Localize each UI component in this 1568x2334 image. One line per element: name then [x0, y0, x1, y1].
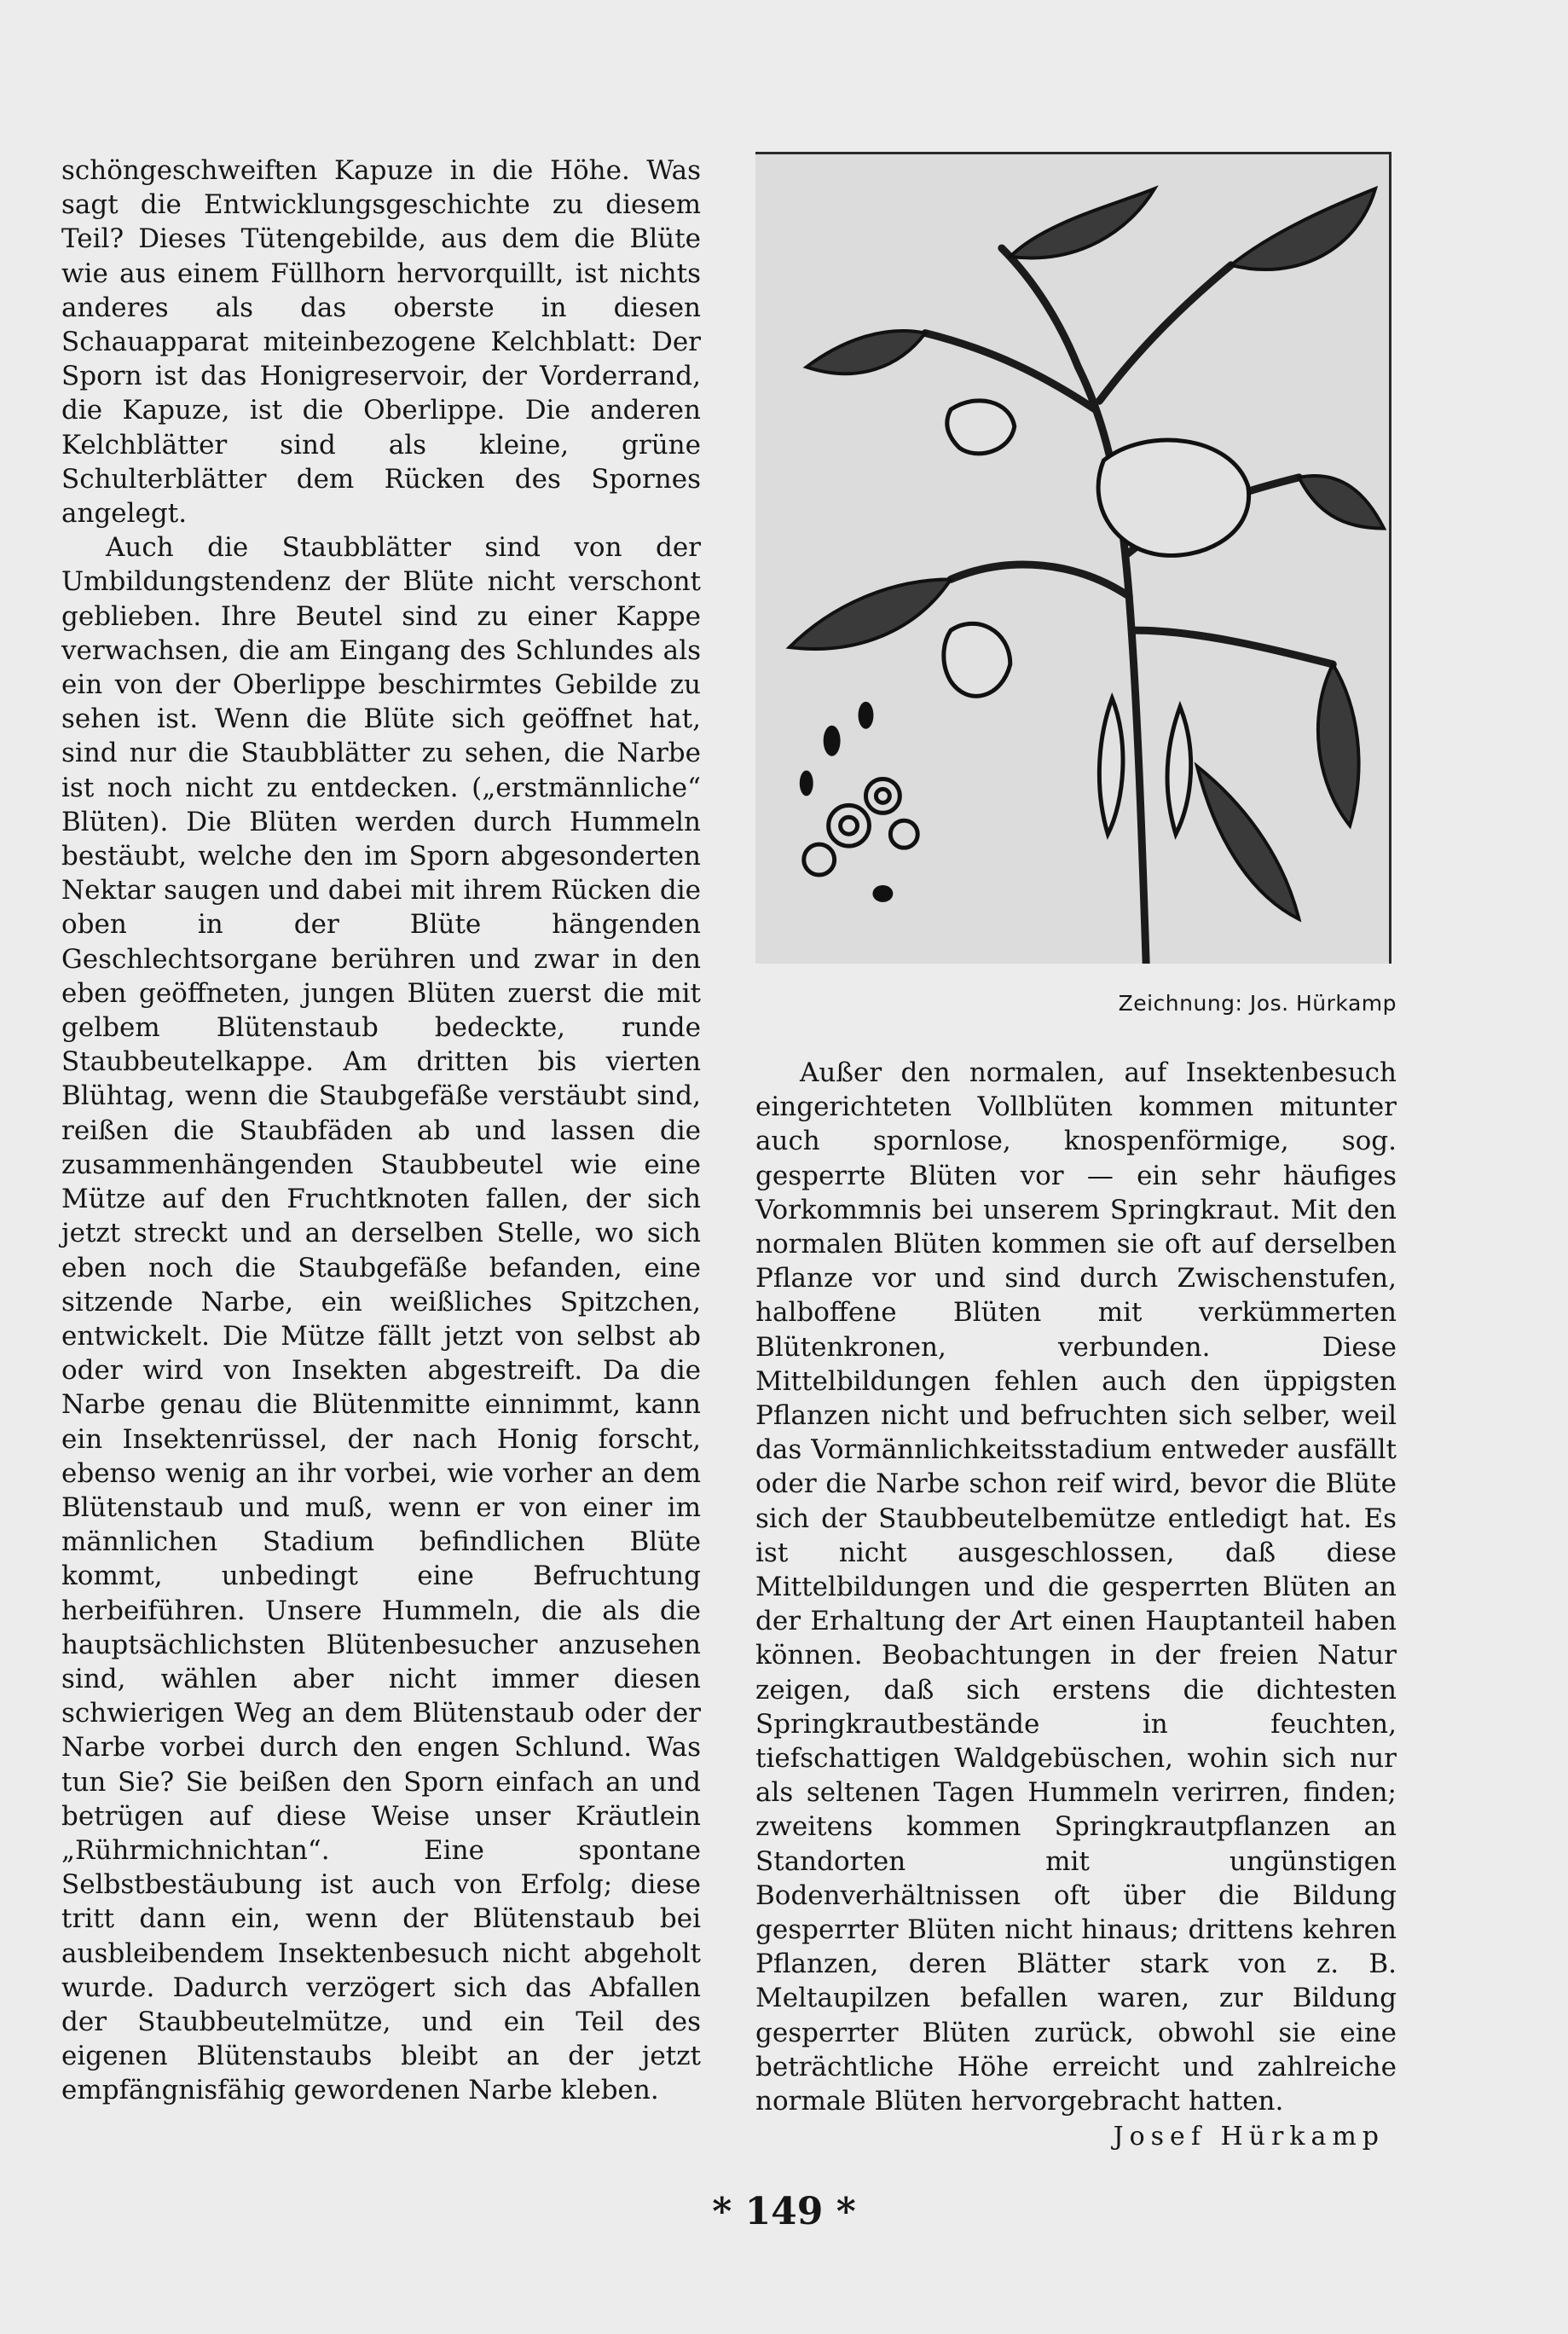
left-text-column — [61, 153, 701, 2108]
impatiens-plant-drawing — [755, 154, 1389, 964]
page-number: * 149 * — [712, 2190, 856, 2233]
plant-drawing-illustration — [755, 152, 1392, 964]
figure-caption: Zeichnung: Jos. Hürkamp — [1118, 991, 1397, 1016]
right-text-column — [755, 1056, 1397, 2118]
left-paragraph-2: Auch die Staubblätter sind von der Umbildungstendenz der Blüte nicht verschont geblieben. Ihre Beutel sind zu einer Kappe verwachsen, die am Eingang des Schlundes als ein von der Oberlippe beschirmtes Gebilde zu sehen ist. Wenn die Blüte sich geöffnet hat, sind nur die Staubblätter zu sehen, die Narbe ist noch nicht zu entdecken. („erstmännliche“ Blüten). Die Blüten werden durch Hummeln bestäubt, welche den im Sporn abgesonderten Nektar saugen und dabei mit ihrem Rücken die oben in der Blüte hängenden Geschlechtsorgane berühren und zwar in den eben geöffneten, jungen Blüten zuerst die mit gelbem Blütenstaub bedeckte, runde Staubbeutelkappe. Am dritten bis vierten Blühtag, wenn die Staubgefäße verstäubt sind, reißen die Staubfäden ab und lassen die zusammenhängenden Staubbeutel wie eine Mütze auf den Fruchtknoten fallen, der sich jetzt streckt und an derselben Stelle, wo sich eben noch die Staubgefäße befanden, eine sitzende Narbe, ein weißliches Spitzchen, entwickelt. Die Mütze fällt jetzt von selbst ab oder wird von Insekten abgestreift. Da die Narbe genau die Blütenmitte einnimmt, kann ein Insektenrüssel, der nach Honig forscht, ebenso wenig an ihr vorbei, wie vorher an dem Blütenstaub und muß, wenn er von einer im männlichen Stadium befindlichen Blüte kommt, unbedingt eine Befruchtung herbeiführen. Unsere Hummeln, die als die hauptsächlichsten Blütenbesucher anzusehen sind, wählen aber nicht immer diesen schwierigen Weg an dem Blütenstaub oder der Narbe vorbei durch den engen Schlund. Was tun Sie? Sie beißen den Sporn einfach an und betrügen auf diese Weise unser Kräutlein „Rührmichnichtan“. Eine spontane Selbstbestäubung ist auch von Erfolg; diese tritt dann ein, wenn der Blütenstaub bei ausbleibendem Insektenbesuch nicht abgeholt wurde. Dadurch verzögert sich das Abfallen der Staubbeutelmütze, und ein Teil des eigenen Blütenstaubs bleibt an der jetzt empfängnisfähig gewordenen Narbe kleben. — [61, 532, 701, 2106]
left-paragraph-1: schöngeschweiften Kapuze in die Höhe. Was sagt die Entwicklungsgeschichte zu diesem Teil? Dieses Tütengebilde, aus dem die Blüte wie aus einem Füllhorn hervorquillt, ist nichts anderes als das oberste in diesen Schauapparat miteinbezogene Kelchblatt: Der Sporn ist das Honigreservoir, der Vorderrand, die Kapuze, ist die Oberlippe. Die anderen Kelchblätter sind als kleine, grüne Schulterblätter dem Rücken des Spornes angelegt. — [61, 155, 701, 530]
right-paragraph-1: Außer den normalen, auf Insektenbesuch eingerichteten Vollblüten kommen mitunter auch spornlose, knospenförmige, sog. gesperrte Blüten vor — ein sehr häufiges Vorkommnis bei unserem Springkraut. Mit den normalen Blüten kommen sie oft auf derselben Pflanze vor und sind durch Zwischenstufen, halboffene Blüten mit verkümmerten Blütenkronen, verbunden. Diese Mittelbildungen fehlen auch den üppigsten Pflanzen nicht und befruchten sich selber, weil das Vormännlichkeitsstadium entweder ausfällt oder die Narbe schon reif wird, bevor die Blüte sich der Staubbeutelbemütze entledigt hat. Es ist nicht ausgeschlossen, daß diese Mittelbildungen und die gesperrten Blüten an der Erhaltung der Art einen Hauptanteil haben können. Beobachtungen in der freien Natur zeigen, daß sich erstens die dichtesten Springkrautbestände in feuchten, tiefschattigen Waldgebüschen, wohin sich nur als seltenen Tagen Hummeln verirren, finden; zweitens kommen Springkrautpflanzen an Standorten mit ungünstigen Bodenverhältnissen oft über die Bildung gesperrter Blüten nicht hinaus; drittens kehren Pflanzen, deren Blätter stark von z. B. Meltaupilzen befallen waren, zur Bildung gesperrter Blüten zurück, obwohl sie eine beträchtliche Höhe erreicht und zahlreiche normale Blüten hervorgebracht hatten. — [755, 1057, 1397, 2117]
author-signature: Josef Hürkamp — [1113, 2122, 1385, 2152]
